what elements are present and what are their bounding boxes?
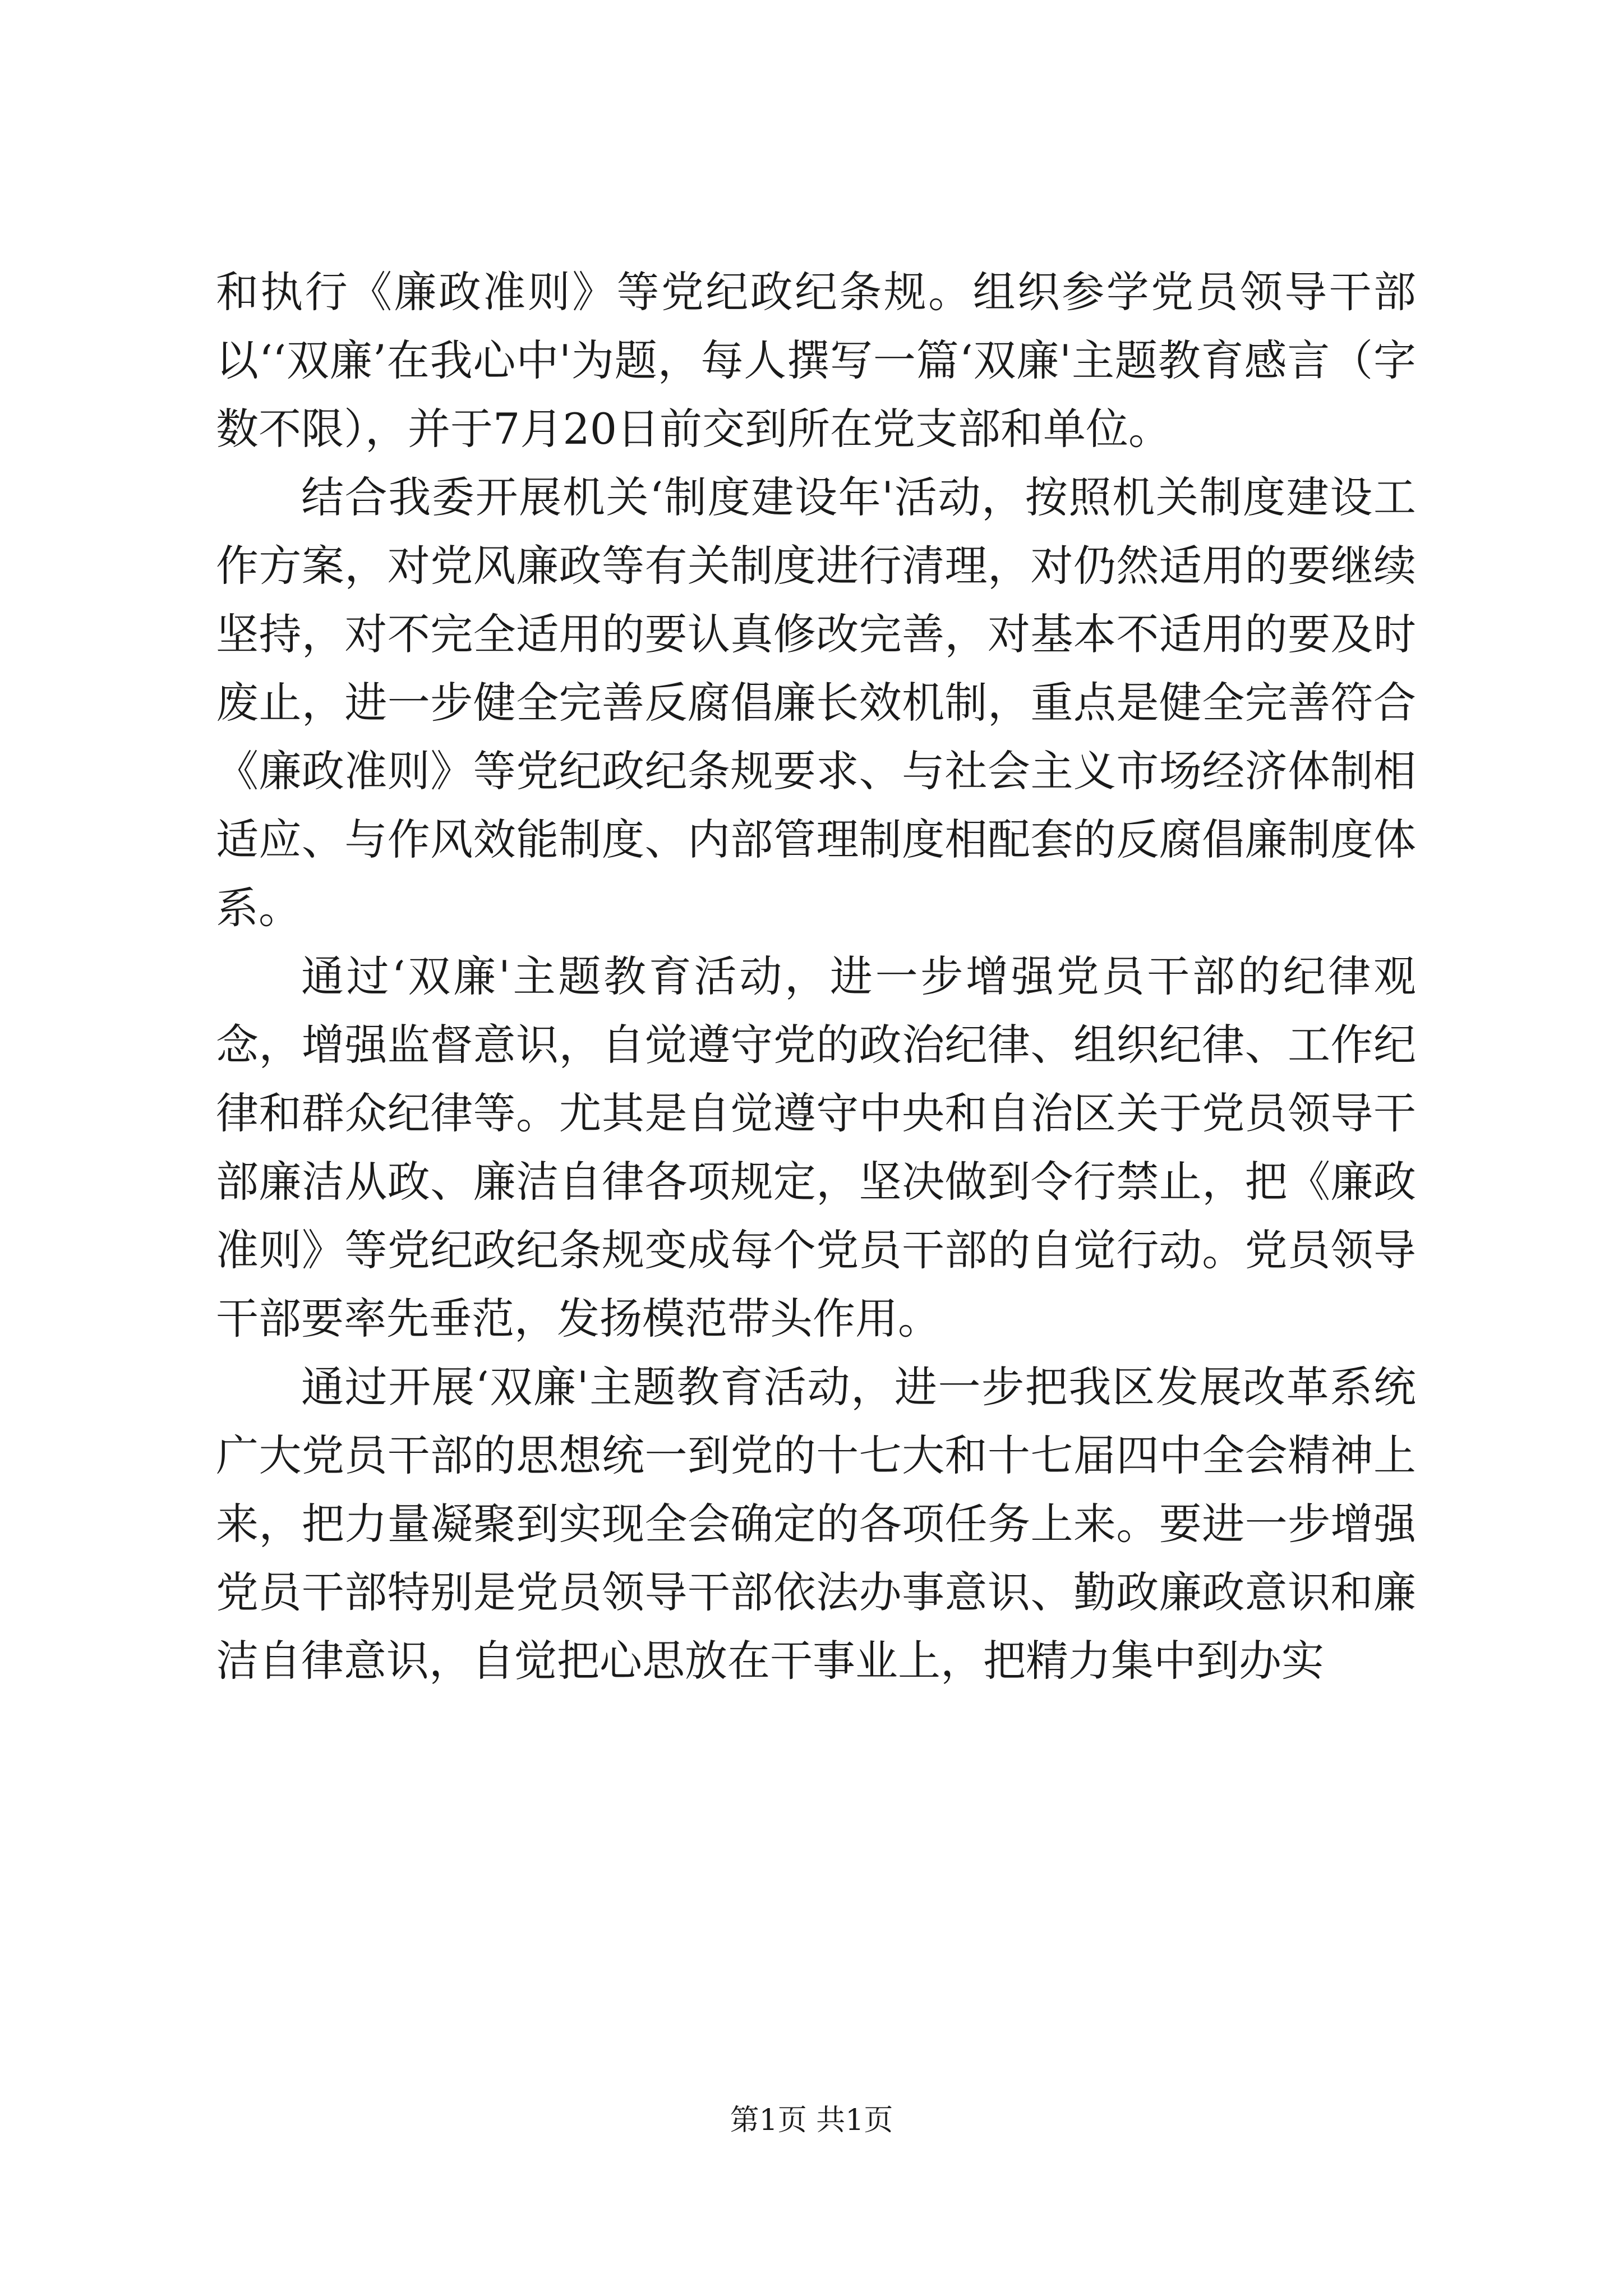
page-footer: 第1页 共1页 [730, 2104, 893, 2137]
paragraph-discipline: 通过‘双廉'主题教育活动，进一步增强党员干部的纪律观念，增强监督意识，自觉遵守党的政治纪律、组织纪律、工作纪律和群众纪律等。尤其是自觉遵守中央和自治区关于党员领导干部廉洁从政、廉洁自律各项规定，坚决做到令行禁止，把《廉政准则》等党纪政纪条规变成每个党员干部的自觉行动。党员领导干部要率先垂范，发扬模范带头作用。 [216, 951, 1416, 1343]
paragraph-continued: 和执行《廉政准则》等党纪政纪条规。组织参学党员领导干部以‘‘双廉’在我心中'为题，每人撰写一篇‘双廉'主题教育感言（字数不限），并于7月20日前交到所在党支部和单位。 [216, 267, 1416, 454]
document-body [216, 258, 1416, 1695]
paragraph-system-building: 结合我委开展机关‘制度建设年'活动，按照机关制度建设工作方案，对党风廉政等有关制度进行清理，对仍然适用的要继续坚持，对不完全适用的要认真修改完善，对基本不适用的要及时废止，进一步健全完善反腐倡廉长效机制，重点是健全完善符合《廉政准则》等党纪政纪条规要求、与社会主义市场经济体制相适应、与作风效能制度、内部管理制度相配套的反腐倡廉制度体系。 [216, 472, 1416, 933]
paragraph-thought-unity: 通过开展‘双廉'主题教育活动，进一步把我区发展改革系统广大党员干部的思想统一到党的十七大和十七届四中全会精神上来，把力量凝聚到实现全会确定的各项任务上来。要进一步增强党员干部特别是党员领导干部依法办事意识、勤政廉政意识和廉洁自律意识，自觉把心思放在干事业上，把精力集中到办实 [216, 1362, 1416, 1686]
